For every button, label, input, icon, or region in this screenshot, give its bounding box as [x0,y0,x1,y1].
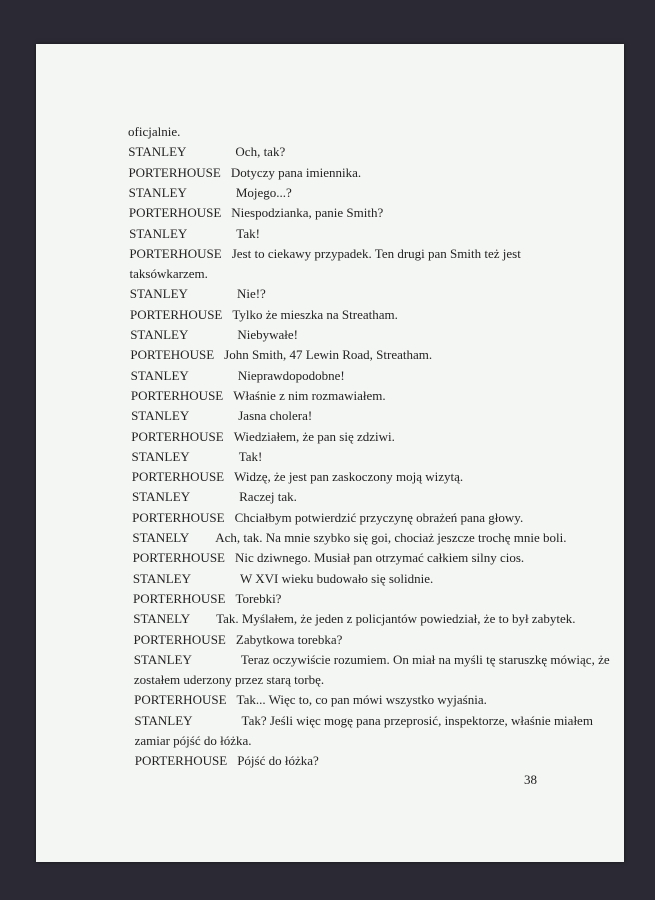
dialogue-text: Raczej tak. [239,489,297,505]
dialogue-text: John Smith, 47 Lewin Road, Streatham. [224,347,433,363]
dialogue-line [128,144,285,159]
speaker-name: STANLEY [129,286,188,302]
speaker-name: STANLEY [133,651,192,667]
dialogue-text: Niespodzianka, panie Smith? [231,205,384,221]
dialogue-line [129,205,383,220]
dialogue-line [129,185,292,200]
dialogue-line [134,713,593,728]
dialogue-text: Wiedziałem, że pan się zdziwi. [233,428,395,444]
dialogue-line [135,753,319,768]
speaker-name: PORTERHOUSE [128,164,221,180]
dialogue-line [129,226,260,241]
dialogue-text: Tak! [238,448,263,464]
dialogue-line [128,165,361,180]
speaker-name: STANELY [132,530,190,545]
dialogue-text: Chciałbym potwierdzić przyczynę obrażeń pana głowy. [234,509,524,525]
dialogue-text: Niebywałe! [237,327,299,342]
dialogue-text: taksówkarzem. [129,266,208,282]
speaker-name: PORTERHOUSE [133,590,226,606]
dialogue-text: Ach, tak. Na mnie szybko się goi, chociaż jeszcze trochę mnie boli. [215,530,567,545]
dialogue-line [130,307,398,322]
dialogue-text: Nieprawdopodobne! [237,367,345,383]
speaker-name: STANLEY [130,367,189,383]
dialogue-text: Właśnie z nim rozmawiałem. [233,387,386,403]
dialogue-text: Nic dziwnego. Musiał pan otrzymać całkiem silny cios. [235,550,525,566]
speaker-name: PORTERHOUSE [130,387,224,403]
dialogue-line [131,368,345,383]
dialogue-text: Tylko że mieszka na Streatham. [232,306,398,322]
dialogue-line [134,652,610,667]
dialogue-text: W XVI wieku budowało się solidnie. [240,570,434,586]
dialogue-text: Nie!? [236,286,266,302]
page-number: 38 [524,772,537,787]
speaker-name: PORTERHOUSE [129,306,223,322]
dialogue-line [133,571,433,586]
dialogue-text: Jasna cholera! [238,408,313,424]
dialogue-line [132,530,566,545]
speaker-name: STANLEY [131,489,191,505]
speaker-name: STANELY [133,611,191,627]
dialogue-text: Mojego...? [235,184,292,200]
dialogue-line [134,692,487,707]
speaker-name: PORTERHOUSE [133,631,226,647]
speaker-name: STANLEY [128,144,187,160]
speaker-name: STANLEY [128,184,187,200]
dialogue-line [130,266,208,281]
speaker-name: STANLEY [130,327,189,342]
speaker-name: STANLEY [134,712,193,728]
speaker-name: PORTERHOUSE [128,205,222,221]
speaker-name: PORTERHOUSE [129,245,222,261]
dialogue-text: Dotyczy pana imiennika. [230,164,362,180]
speaker-name: PORTERHOUSE [132,550,225,566]
dialogue-line [132,489,297,504]
dialogue-line [133,611,575,626]
dialogue-line [133,550,525,565]
dialogue-line [132,469,463,484]
dialogue-line [132,449,263,464]
speaker-name: STANLEY [129,225,188,241]
dialogue-line [130,327,298,342]
dialogue-text: Tak? Jeśli więc mogę pana przeprosić, inspektorze, właśnie miałem [241,712,593,728]
dialogue-line [131,408,312,423]
dialogue-text: zamiar pójść do łóżka. [134,733,252,748]
dialogue-text: Pójść do łóżka? [237,753,319,769]
dialogue-text: zostałem uderzony przez starą torbę. [133,672,325,688]
speaker-name: STANLEY [131,448,190,464]
dialogue-text: Jest to ciekawy przypadek. Ten drugi pan Smith też jest [231,245,521,261]
dialogue-line [132,510,523,525]
speaker-name: STANLEY [131,408,190,424]
dialogue-text: Tak. Myślałem, że jeden z policjantów powiedział, że to był zabytek. [216,611,576,627]
dialogue-line [134,672,324,687]
dialogue-text: Teraz oczywiście rozumiem. On miał na myśli tę staruszkę mówiąc, że [240,651,610,667]
speaker-name: PORTEHOUSE [130,347,215,363]
speaker-name: PORTERHOUSE [134,692,227,708]
dialogue-line [135,733,252,748]
dialogue-text: Tak! [236,225,260,241]
dialogue-line [130,347,432,362]
dialogue-line [131,388,386,403]
dialogue-text: Zabytkowa torebka? [235,631,343,647]
dialogue-line [133,632,342,647]
dialogue-text: Och, tak? [235,144,286,160]
dialogue-line [128,124,180,139]
dialogue-text: oficjalnie. [128,124,181,139]
dialogue-line [133,591,281,606]
dialogue-line [130,286,266,301]
dialogue-line [129,246,521,261]
speaker-name: STANLEY [132,570,191,586]
document-page [36,44,624,862]
dialogue-text: Torebki? [235,590,282,606]
speaker-name: PORTERHOUSE [132,509,225,525]
dialogue-text: Widzę, że jest pan zaskoczony moją wizytą. [234,469,464,485]
dialogue-text: Tak... Więc to, co pan mówi wszystko wyjaśnia. [236,692,487,708]
speaker-name: PORTERHOUSE [131,428,224,444]
dialogue-line [131,429,395,444]
speaker-name: PORTERHOUSE [134,753,228,769]
speaker-name: PORTERHOUSE [131,469,225,485]
